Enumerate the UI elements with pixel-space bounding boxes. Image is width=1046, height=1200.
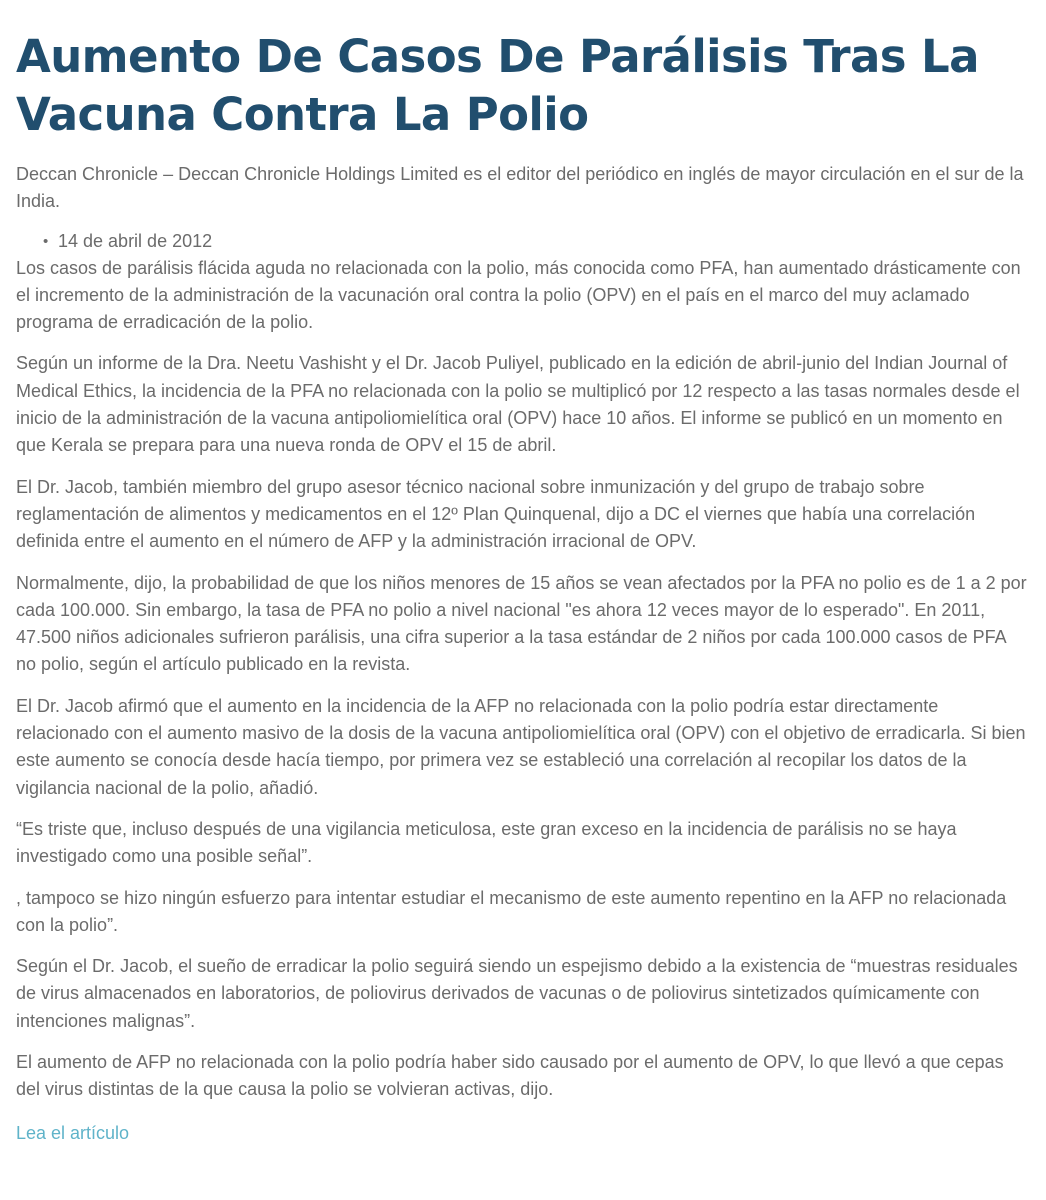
article-date: 14 de abril de 2012 bbox=[58, 230, 213, 251]
article-paragraph-1: Los casos de parálisis flácida aguda no relacionada con la polio, más conocida como PFA, han aumentado drásticamente con el incremento de la administración de la vacunación oral contra la polio (OPV) en el país en el marco del muy aclamado programa de erradicación de la polio. bbox=[16, 257, 1021, 333]
read-article-link[interactable]: Lea el artículo bbox=[16, 1122, 130, 1143]
bullet-icon: • bbox=[43, 232, 49, 250]
article-paragraph-9: El aumento de AFP no relacionada con la polio podría haber sido causado por el aumento de OPV, lo que llevó a que cepas del virus distintas de la que causa la polio se volvieran activas, dijo. bbox=[16, 1052, 1004, 1100]
article-title: Aumento De Casos De Parálisis Tras La Vacuna Contra La Polio bbox=[16, 30, 979, 141]
article-paragraph-4: Normalmente, dijo, la probabilidad de que los niños menores de 15 años se vean afectados por la PFA no polio es de 1 a 2 por cada 100.000. Sin embargo, la tasa de PFA no polio a nivel nacional "es ahora 12 veces mayor de lo esperado". En 2011, 47.500 niños adicionales sufrieron parálisis, una cifra superior a la tasa estándar de 2 niños por cada 100.000 casos de PFA no polio, según el artículo publicado en la revista. bbox=[16, 572, 1027, 675]
publisher-intro: Deccan Chronicle – Deccan Chronicle Holdings Limited es el editor del periódico en inglés de mayor circulación en el sur de la India. bbox=[16, 164, 1024, 212]
article-paragraph-2: Según un informe de la Dra. Neetu Vashisht y el Dr. Jacob Puliyel, publicado en la edición de abril-junio del Indian Journal of Medical Ethics, la incidencia de la PFA no relacionada con la polio se multiplicó por 12 respecto a las tasas normales desde el inicio de la administración de la vacuna antipoliomielítica oral (OPV) hace 10 años. El informe se publicó en un momento en que Kerala se prepara para una nueva ronda de OPV el 15 de abril. bbox=[16, 353, 1020, 456]
article-paragraph-5: El Dr. Jacob afirmó que el aumento en la incidencia de la AFP no relacionada con la polio podría estar directamente relacionado con el aumento masivo de la dosis de la vacuna antipoliomielítica oral (OPV) con el objetivo de erradicarla. Si bien este aumento se conocía desde hacía tiempo, por primera vez se estableció una correlación al recopilar los datos de la vigilancia nacional de la polio, añadió. bbox=[16, 695, 1026, 798]
article-paragraph-6: “Es triste que, incluso después de una vigilancia meticulosa, este gran exceso en la incidencia de parálisis no se haya investigado como una posible señal”. bbox=[16, 818, 957, 867]
article-paragraph-7: , tampoco se hizo ningún esfuerzo para intentar estudiar el mecanismo de este aumento repentino en la AFP no relacionada con la polio”. bbox=[16, 887, 1007, 935]
article-paragraph-3: El Dr. Jacob, también miembro del grupo asesor técnico nacional sobre inmunización y del grupo de trabajo sobre reglamentación de alimentos y medicamentos en el 12º Plan Quinquenal, dijo a DC el viernes que había una correlación definida entre el aumento en el número de AFP y la administración irracional de OPV. bbox=[16, 476, 976, 552]
article-paragraph-8: Según el Dr. Jacob, el sueño de erradicar la polio seguirá siendo un espejismo debido a la existencia de “muestras residuales de virus almacenados en laboratorios, de poliovirus derivados de vacunas o de poliovirus sintetizados químicamente con intenciones malignas”. bbox=[16, 956, 1018, 1031]
date-item bbox=[40, 228, 1030, 255]
article-meta-list bbox=[16, 228, 1030, 255]
